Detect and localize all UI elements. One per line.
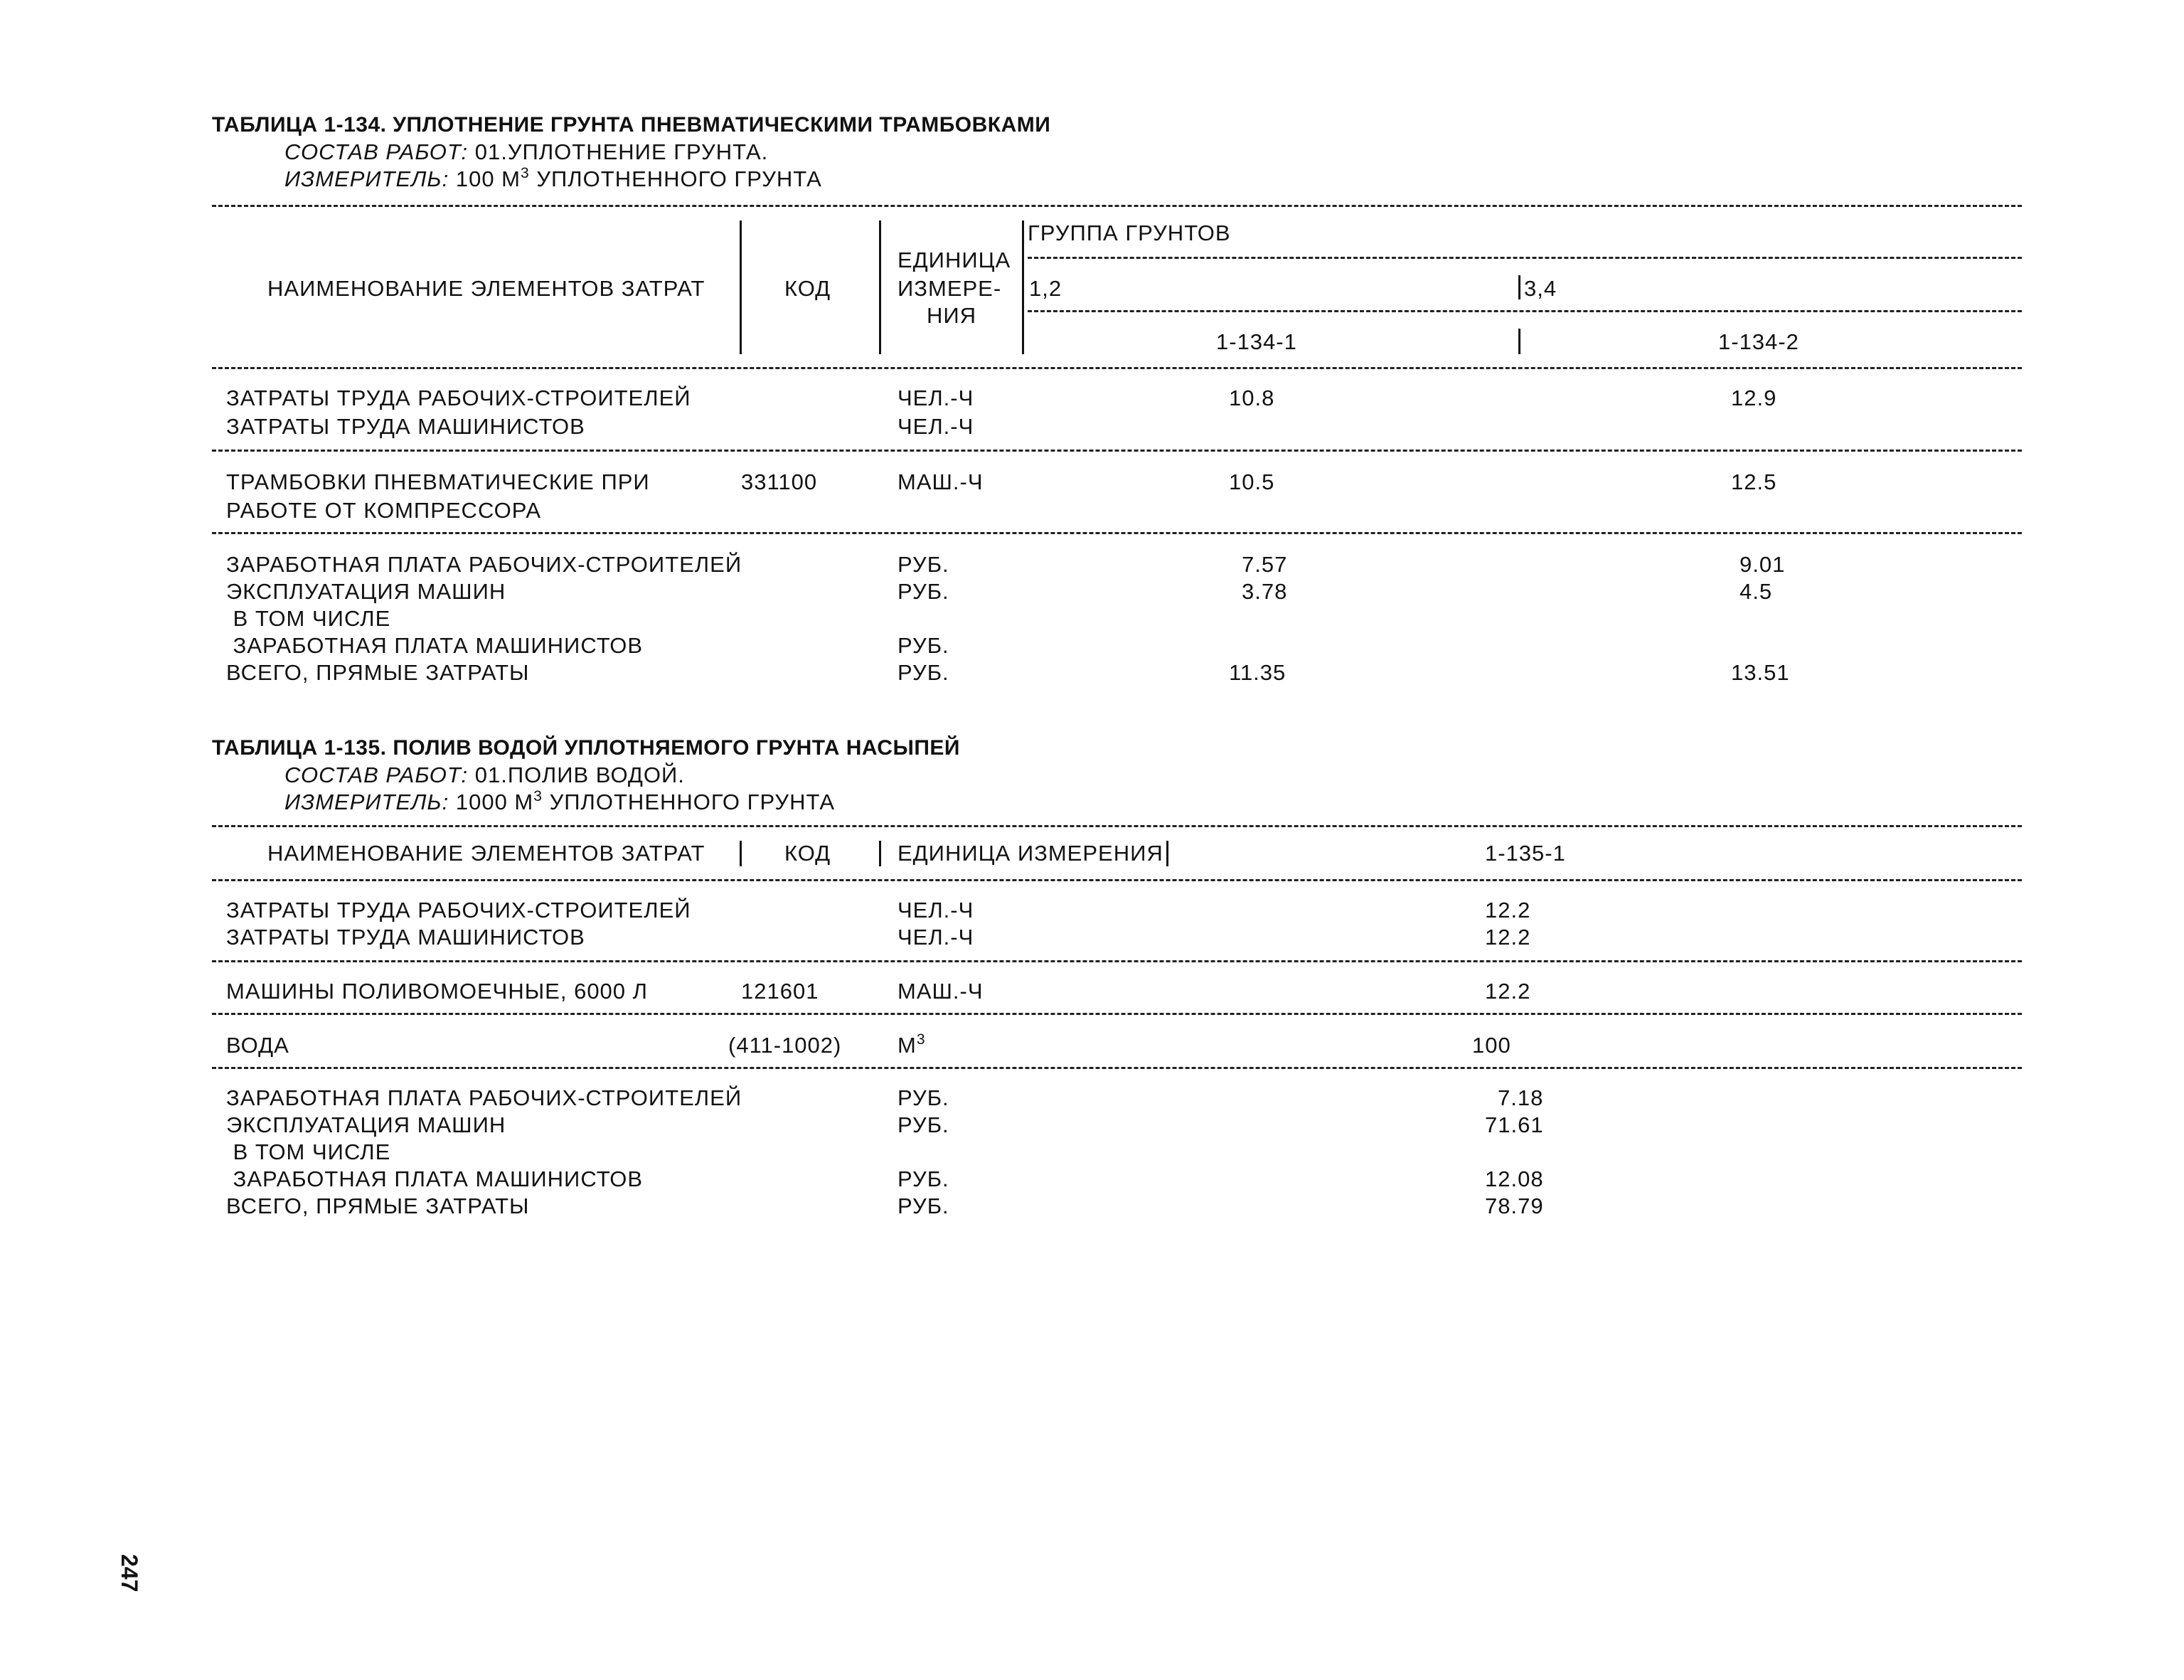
table-row: 13.51 — [1731, 660, 1790, 685]
unit-header-3: НИЯ — [927, 303, 977, 328]
table-row: 3.78 — [1242, 579, 1288, 604]
table-row: ЗАТРАТЫ ТРУДА РАБОЧИХ-СТРОИТЕЛЕЙ — [226, 898, 691, 923]
divider — [212, 825, 2022, 827]
table-row: ВСЕГО, ПРЯМЫЕ ЗАТРАТЫ — [226, 1193, 530, 1218]
table-row: ЧЕЛ.-Ч — [897, 898, 974, 923]
name-header: НАИМЕНОВАНИЕ ЭЛЕМЕНТОВ ЗАТРАТ — [267, 276, 705, 301]
table-row: РУБ. — [897, 552, 949, 577]
divider — [212, 1067, 2022, 1069]
table-row: ЗАРАБОТНАЯ ПЛАТА РАБОЧИХ-СТРОИТЕЛЕЙ — [226, 1085, 742, 1110]
table-row: РАБОТЕ ОТ КОМПРЕССОРА — [226, 498, 542, 523]
column-separator — [1022, 220, 1024, 354]
col-header: 1-135-1 — [1485, 841, 1566, 866]
divider — [1028, 310, 2022, 312]
table-row: ЧЕЛ.-Ч — [897, 414, 974, 439]
table2-meter: ИЗМЕРИТЕЛЬ: 1000 $М^3$ УПЛОТНЕННОГО ГРУНТА — [284, 788, 836, 814]
col-a-header: 1-134-1 — [1216, 329, 1297, 354]
divider — [212, 205, 2022, 207]
table-row: ЧЕЛ.-Ч — [897, 925, 974, 950]
name-header: НАИМЕНОВАНИЕ ЭЛЕМЕНТОВ ЗАТРАТ — [267, 841, 705, 866]
table-row: 7.18 — [1498, 1085, 1544, 1110]
table-row: ВОДА — [226, 1033, 289, 1058]
table-row: ЗАРАБОТНАЯ ПЛАТА РАБОЧИХ-СТРОИТЕЛЕЙ — [226, 552, 742, 577]
divider — [212, 450, 2022, 452]
table-row: РУБ. — [897, 579, 949, 604]
table1-title: ТАБЛИЦА 1-134. УПЛОТНЕНИЕ ГРУНТА ПНЕВМАТИЧЕСКИМИ ТРАМБОВКАМИ — [212, 113, 1051, 137]
column-separator — [740, 841, 742, 866]
table2-title: ТАБЛИЦА 1-135. ПОЛИВ ВОДОЙ УПЛОТНЯЕМОГО ГРУНТА НАСЫПЕЙ — [212, 736, 960, 760]
table-row: 10.8 — [1229, 386, 1275, 410]
column-separator — [740, 220, 742, 354]
divider — [212, 1013, 2022, 1015]
divider — [1028, 257, 2022, 259]
table-row: ЭКСПЛУАТАЦИЯ МАШИН — [226, 1112, 506, 1137]
column-separator — [1518, 329, 1520, 354]
code-header: КОД — [784, 276, 831, 301]
table-row: ЧЕЛ.-Ч — [897, 386, 974, 410]
code-header: КОД — [784, 841, 831, 866]
table-row: РУБ. — [897, 660, 949, 685]
table-row: 11.35 — [1229, 660, 1287, 685]
table-row: 12.2 — [1485, 979, 1531, 1004]
table-row: РУБ. — [897, 1166, 949, 1191]
table1-work: СОСТАВ РАБОТ: 01.УПЛОТНЕНИЕ ГРУНТА. — [284, 139, 769, 164]
table-row: 121601 — [741, 979, 819, 1004]
table-row: 331100 — [741, 469, 818, 494]
divider — [212, 960, 2022, 962]
column-separator — [879, 220, 881, 354]
group-b-header: 3,4 — [1524, 276, 1557, 301]
group-a-header: 1,2 — [1029, 276, 1062, 301]
table-row: МАШИНЫ ПОЛИВОМОЕЧНЫЕ, 6000 Л — [226, 979, 648, 1004]
table-row: 4.5 — [1740, 579, 1773, 604]
table-row: 12.2 — [1485, 898, 1531, 923]
table1-meter: ИЗМЕРИТЕЛЬ: 100 $М^3$ УПЛОТНЕННОГО ГРУНТА — [284, 165, 822, 191]
table-row: ВСЕГО, ПРЯМЫЕ ЗАТРАТЫ — [226, 660, 530, 685]
col-b-header: 1-134-2 — [1718, 329, 1799, 354]
table-row: МАШ.-Ч — [897, 979, 984, 1004]
table-row: В ТОМ ЧИСЛЕ — [226, 606, 391, 631]
table-row: ЗАРАБОТНАЯ ПЛАТА МАШИНИСТОВ — [226, 633, 644, 658]
table2-work: СОСТАВ РАБОТ: 01.ПОЛИВ ВОДОЙ. — [284, 762, 685, 787]
divider — [212, 532, 2022, 534]
table-row: 9.01 — [1740, 552, 1786, 577]
table-row: $М^3$ — [897, 1031, 926, 1058]
table-row: РУБ. — [897, 1112, 949, 1137]
table-row: В ТОМ ЧИСЛЕ — [226, 1139, 391, 1164]
column-separator — [879, 841, 881, 866]
table-row: (411-1002) — [728, 1033, 842, 1058]
table-row: РУБ. — [897, 1193, 949, 1218]
table-row: 100 — [1472, 1033, 1511, 1058]
divider — [212, 367, 2022, 369]
table-row: 10.5 — [1229, 469, 1275, 494]
table-row: РУБ. — [897, 633, 949, 658]
table-row: 7.57 — [1242, 552, 1288, 577]
table-row: МАШ.-Ч — [897, 469, 984, 494]
table-row: ЗАТРАТЫ ТРУДА МАШИНИСТОВ — [226, 925, 585, 950]
page-number: 247 — [117, 1554, 142, 1593]
table-row: 12.5 — [1731, 469, 1777, 494]
unit-header-1: ЕДИНИЦА — [897, 248, 1011, 272]
table-row: 12.9 — [1731, 386, 1777, 410]
table-row: 12.08 — [1485, 1166, 1544, 1191]
divider — [212, 879, 2022, 881]
table-row: ТРАМБОВКИ ПНЕВМАТИЧЕСКИЕ ПРИ — [226, 469, 650, 494]
table-row: ЗАТРАТЫ ТРУДА РАБОЧИХ-СТРОИТЕЛЕЙ — [226, 386, 691, 410]
column-separator — [1518, 275, 1520, 299]
table-row: РУБ. — [897, 1085, 949, 1110]
unit-header-2: ИЗМЕРЕ- — [897, 276, 1002, 301]
table-row: 12.2 — [1485, 925, 1531, 950]
unit-header: ЕДИНИЦА ИЗМЕРЕНИЯ — [897, 841, 1163, 866]
table-row: ЭКСПЛУАТАЦИЯ МАШИН — [226, 579, 506, 604]
table-row: ЗАРАБОТНАЯ ПЛАТА МАШИНИСТОВ — [226, 1166, 644, 1191]
table-row: 78.79 — [1485, 1193, 1544, 1218]
table-row: 71.61 — [1485, 1112, 1544, 1137]
group-header: ГРУППА ГРУНТОВ — [1028, 220, 1231, 245]
column-separator — [1166, 841, 1168, 866]
table-row: ЗАТРАТЫ ТРУДА МАШИНИСТОВ — [226, 414, 585, 439]
